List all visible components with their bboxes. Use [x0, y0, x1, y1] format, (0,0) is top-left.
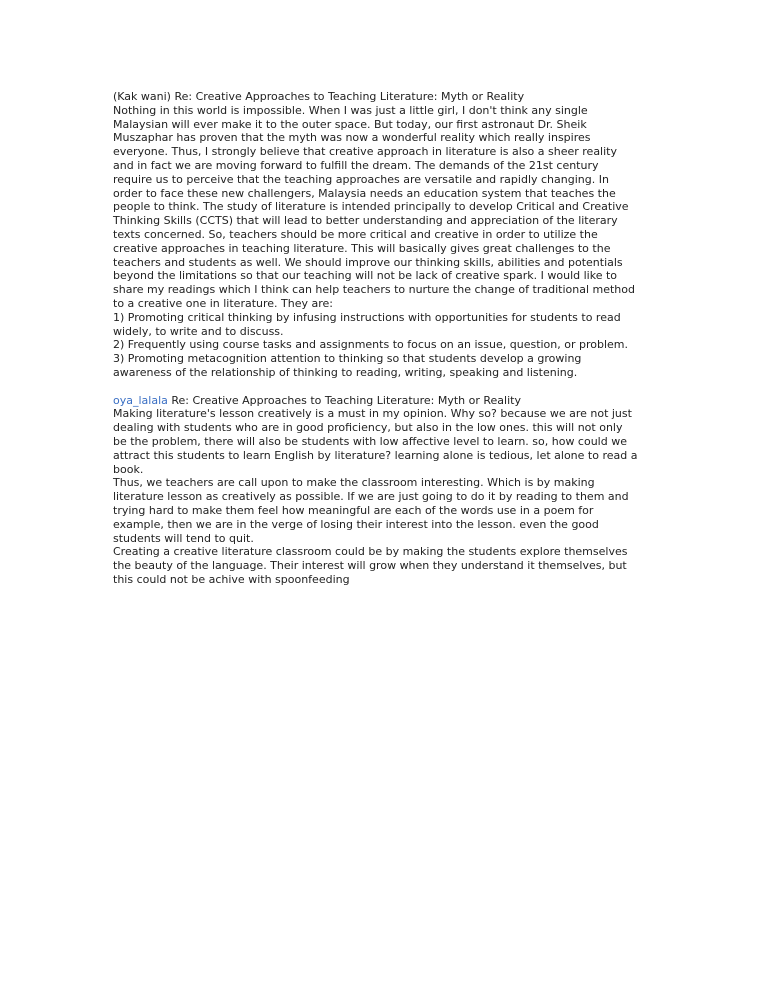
post-list-item: 1) Promoting critical thinking by infusing instructions with opportunities for students to read	[113, 310, 621, 324]
post-author: (Kak wani)	[113, 90, 171, 103]
post-body-line: creative approaches in teaching literature. This will basically gives great challenges to the	[113, 241, 611, 255]
post-body-line: to a creative one in literature. They are:	[113, 296, 333, 310]
post-body-line: awareness of the relationship of thinking to reading, writing, speaking and listening.	[113, 365, 578, 379]
post-body-line: everyone. Thus, I strongly believe that creative approach in literature is also a sheer reality	[113, 145, 617, 159]
post-body-line: people to think. The study of literature is intended principally to develop Critical and Creative	[113, 200, 629, 214]
post-body-line: example, then we are in the verge of losing their interest into the lesson. even the good	[113, 517, 599, 531]
post-body-line: teachers and students as well. We should improve our thinking skills, abilities and potentials	[113, 255, 623, 269]
post-list-item: 3) Promoting metacognition attention to thinking so that students develop a growing	[113, 352, 582, 366]
forum-post	[113, 90, 661, 380]
post-body-line: Muszaphar has proven that the myth was now a wonderful reality which really inspires	[113, 131, 591, 145]
post-body-line: be the problem, there will also be students with low affective level to learn. so, how could we	[113, 434, 627, 448]
post-body-line: and in fact we are moving forward to fulfill the dream. The demands of the 21st century	[113, 158, 599, 172]
post-subject: Re: Creative Approaches to Teaching Literature: Myth or Reality	[171, 393, 521, 407]
post-body-line: Creating a creative literature classroom could be by making the students explore themselves	[113, 545, 628, 559]
post-body-line: this could not be achive with spoonfeeding	[113, 572, 350, 586]
post-body-line: widely, to write and to discuss.	[113, 324, 284, 338]
post-body-line: Thus, we teachers are call upon to make the classroom interesting. Which is by making	[113, 476, 595, 490]
post-subject: Re: Creative Approaches to Teaching Literature: Myth or Reality	[174, 90, 525, 103]
post-header	[113, 90, 661, 104]
post-body-line: attract this students to learn English by literature? learning alone is tedious, let alone to read a	[113, 448, 638, 462]
post-body-line: literature lesson as creatively as possible. If we are just going to do it by reading to them and	[113, 490, 629, 504]
forum-thread	[113, 90, 661, 587]
post-body-line: require us to perceive that the teaching approaches are versatile and rapidly changing. In	[113, 172, 609, 186]
post-body-line: dealing with students who are in good proficiency, but also in the low ones. this will not only	[113, 421, 623, 435]
post-body-line: the beauty of the language. Their interest will grow when they understand it themselves, but	[113, 559, 627, 573]
post-list-item: 2) Frequently using course tasks and assignments to focus on an issue, question, or problem.	[113, 338, 629, 352]
post-body-line: share my readings which I think can help teachers to nurture the change of traditional method	[113, 283, 635, 297]
post-body-line: Malaysian will ever make it to the outer space. But today, our first astronaut Dr. Sheik	[113, 117, 587, 131]
post-body-line: trying hard to make them feel how meaningful are each of the words use in a poem for	[113, 503, 594, 517]
post-body-line: Nothing in this world is impossible. When I was just a little girl, I don't think any single	[113, 103, 588, 117]
post-body-line: students will tend to quit.	[113, 531, 254, 545]
forum-post	[113, 394, 661, 587]
post-body-line: order to face these new challengers, Malaysia needs an education system that teaches the	[113, 186, 616, 200]
post-body-line: Making literature's lesson creatively is a must in my opinion. Why so? because we are not just	[113, 407, 632, 421]
post-body-line: beyond the limitations so that our teaching will not be lack of creative spark. I would like to	[113, 269, 618, 283]
post-header	[113, 394, 661, 408]
post-body-line: texts concerned. So, teachers should be more critical and creative in order to utilize the	[113, 227, 598, 241]
post-author-link[interactable]: oya_lalala	[113, 393, 168, 407]
post-body-line: book.	[113, 462, 144, 476]
post-body-line: Thinking Skills (CCTS) that will lead to better understanding and appreciation of the literary	[113, 214, 618, 228]
